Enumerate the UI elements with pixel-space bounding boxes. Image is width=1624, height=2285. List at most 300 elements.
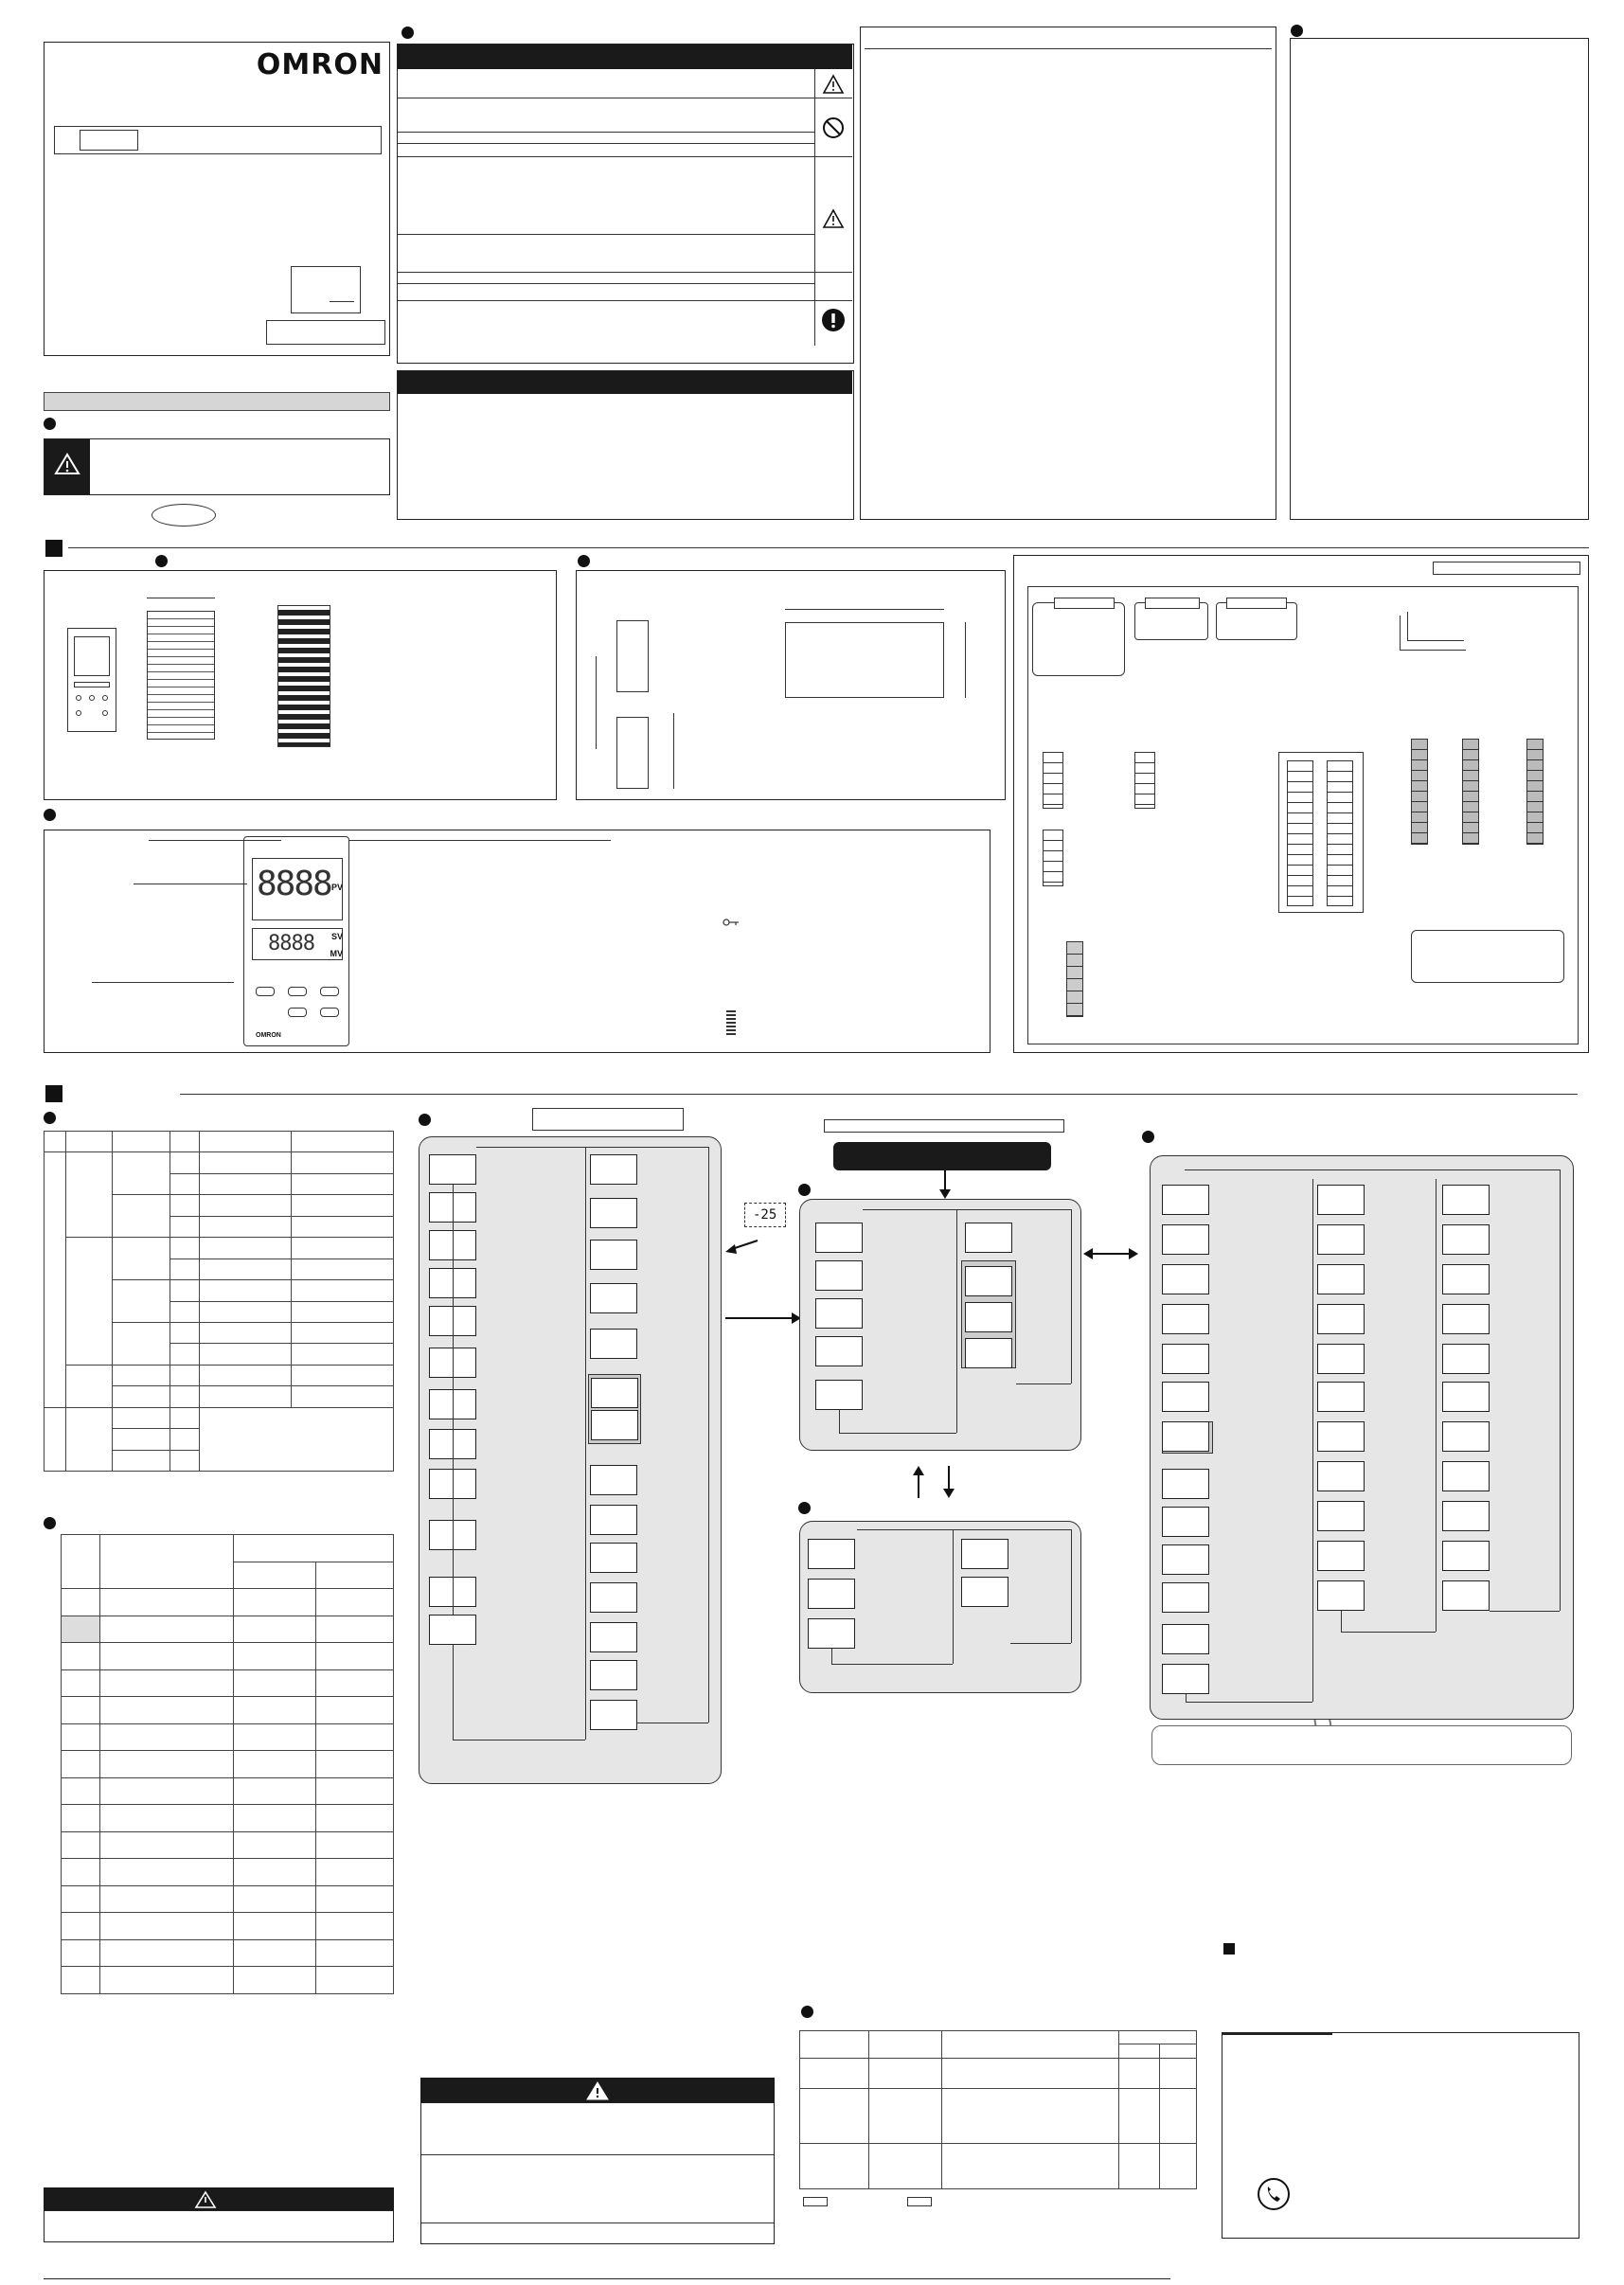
flow-step-box: [591, 1410, 638, 1440]
diagram-shape: [1134, 602, 1208, 640]
table-cell: [100, 1669, 234, 1697]
mode-key[interactable]: [256, 987, 275, 996]
wiring-inner: [1027, 586, 1579, 1044]
table-cell: [316, 1831, 394, 1859]
flow-step-box: [1317, 1185, 1365, 1215]
table-cell: [66, 1365, 113, 1407]
table-cell: [316, 1562, 394, 1589]
connector-line: [68, 547, 1589, 548]
flow-note-box: [1151, 1725, 1572, 1765]
table-cell: [234, 1939, 316, 1967]
diagram-shape: [616, 620, 649, 692]
table-cell: [62, 1643, 100, 1670]
diagram-shape: [1327, 760, 1353, 906]
prohibited-icon: [822, 116, 845, 139]
flow-step-box: [961, 1577, 1008, 1607]
connector-line: [398, 300, 852, 301]
flow-step-box: [1317, 1224, 1365, 1255]
flow-step-box: [1162, 1304, 1209, 1334]
table-cell: [234, 1669, 316, 1697]
table-cell: [113, 1365, 170, 1385]
dimensions-panel: [44, 570, 557, 800]
flow-step-box: [1442, 1344, 1490, 1374]
connector-line: [398, 132, 814, 133]
bullet: [44, 418, 56, 430]
table-cell: [869, 2059, 942, 2088]
diagram-shape: [76, 695, 81, 701]
diagram-shape: [76, 710, 81, 716]
diagram-shape: [1066, 941, 1083, 1017]
table-cell: [234, 1697, 316, 1724]
diagram-shape: [102, 695, 108, 701]
table-cell: [316, 1589, 394, 1616]
safety-panel: [397, 44, 854, 364]
terminal-block: [1278, 752, 1364, 913]
table-cell: [200, 1152, 292, 1173]
table-cell: [200, 1173, 292, 1194]
diagram-shape: [74, 682, 110, 687]
flow-step-box: [1442, 1541, 1490, 1571]
table-cell: [113, 1238, 170, 1280]
table-cell: [234, 1831, 316, 1859]
side-view: [147, 611, 215, 740]
caution-header-bottom: [44, 2187, 394, 2212]
table-cell: [869, 2088, 942, 2143]
table-cell: [316, 1616, 394, 1643]
table-cell: [100, 1939, 234, 1967]
title-block: [44, 42, 390, 356]
connector-line: [673, 713, 674, 789]
controller-front: [243, 836, 349, 1046]
flow-step-box: [1162, 1264, 1209, 1294]
flow-panel-a: [419, 1136, 722, 1784]
table-cell: [113, 1429, 170, 1450]
table-cell: [200, 1407, 394, 1471]
part-names-panel: [44, 830, 990, 1053]
flow-step-box: [1442, 1461, 1490, 1491]
diagram-shape: [1462, 739, 1479, 845]
connector-line: [1341, 1632, 1436, 1633]
table-cell: [316, 1669, 394, 1697]
warning-triangle-icon: [195, 2191, 216, 2208]
table-cell: [100, 1859, 234, 1886]
error-table: [799, 2030, 1197, 2189]
connector-line: [1560, 1169, 1561, 1611]
flow-step-box: [1442, 1580, 1490, 1611]
table-cell: [100, 1831, 234, 1859]
table-cell: [234, 1535, 394, 1562]
flow-step-box: [590, 1660, 637, 1690]
flow-step-box: [429, 1615, 476, 1645]
table-cell: [170, 1132, 200, 1152]
table-cell: [200, 1259, 292, 1279]
table-cell: [170, 1195, 200, 1216]
table-cell: [100, 1616, 234, 1643]
diagram-shape: [252, 858, 343, 920]
table-cell: [292, 1322, 394, 1343]
up-key[interactable]: [320, 987, 339, 996]
section-marker: [45, 540, 62, 557]
flow-step-box: [1317, 1304, 1365, 1334]
power-on-bar: [833, 1142, 1051, 1170]
table-cell: [66, 1407, 113, 1471]
bullet: [1142, 1131, 1154, 1143]
table-cell: [200, 1322, 292, 1343]
flow-step-box: [965, 1302, 1012, 1332]
pv-label: PV: [330, 883, 343, 892]
flow-step-box: [1317, 1421, 1365, 1452]
legend-swatch-1: [803, 2197, 828, 2206]
diagram-shape: [1032, 602, 1125, 676]
table-cell: [62, 1697, 100, 1724]
table-cell: [100, 1723, 234, 1751]
connector-line: [330, 301, 354, 302]
diagram-shape: [1043, 830, 1063, 886]
connector-line: [1071, 1209, 1072, 1383]
table-cell: [316, 1697, 394, 1724]
table-cell: [234, 1967, 316, 1994]
table-cell: [62, 1751, 100, 1778]
flow-panel-b: [799, 1199, 1081, 1451]
flow-step-box: [965, 1338, 1012, 1368]
flow-step-box: [590, 1198, 637, 1228]
table-cell: [869, 2031, 942, 2059]
mv-label: MV: [330, 949, 343, 958]
bullet: [1291, 25, 1303, 37]
table-cell: [316, 1939, 394, 1967]
flow-step-box: [815, 1336, 863, 1366]
table-cell: [113, 1195, 170, 1238]
table-cell: [62, 1616, 100, 1643]
table-cell: [1119, 2143, 1160, 2188]
table-cell: [800, 2088, 869, 2143]
table-cell: [1160, 2059, 1197, 2088]
flow-step-box: [429, 1154, 476, 1185]
diagram-shape: [74, 636, 110, 676]
bullet: [419, 1114, 431, 1126]
connector-line: [398, 234, 814, 235]
table-cell: [200, 1386, 292, 1407]
flow-step-box: [1442, 1264, 1490, 1294]
flow-title-b: [824, 1119, 1064, 1133]
flow-step-box: [591, 1378, 638, 1408]
table-cell: [100, 1913, 234, 1940]
table-cell: [170, 1429, 200, 1450]
flow-step-box: [1162, 1224, 1209, 1255]
table-cell: [200, 1365, 292, 1385]
table-cell: [942, 2059, 1119, 2088]
table-cell: [113, 1386, 170, 1407]
table-cell: [292, 1132, 394, 1152]
warning-callout: [44, 438, 390, 495]
table-cell: [113, 1280, 170, 1323]
flow-panel-d: [1150, 1155, 1574, 1720]
table-cell: [292, 1173, 394, 1194]
table-cell: [170, 1216, 200, 1237]
table-cell: [170, 1238, 200, 1259]
connector-line: [1186, 1694, 1187, 1702]
table-cell: [316, 1913, 394, 1940]
connector-line: [956, 1209, 957, 1433]
flow-step-box: [590, 1329, 637, 1359]
table-cell: [942, 2031, 1119, 2059]
safety-panel-header: [398, 45, 852, 69]
table-cell: [234, 1805, 316, 1832]
connector-line: [839, 1433, 956, 1434]
precautions-panel-header: [398, 371, 852, 394]
flow-step-box: [815, 1380, 863, 1410]
table-cell: [100, 1777, 234, 1805]
connector-line: [953, 1529, 954, 1664]
cutout-panel: [576, 570, 1006, 800]
shift-key[interactable]: [288, 1008, 307, 1017]
table-cell: [170, 1450, 200, 1471]
table-cell: [170, 1280, 200, 1301]
connector-line: [785, 609, 944, 610]
table-cell: [100, 1697, 234, 1724]
connector-line: [1341, 1611, 1342, 1632]
table-cell: [234, 1562, 316, 1589]
table-cell: [1160, 2044, 1197, 2059]
flow-step-box: [1317, 1344, 1365, 1374]
table-cell: [1119, 2088, 1160, 2143]
front-view: [67, 628, 116, 732]
diagram-shape: [1287, 760, 1313, 906]
wiring-title-box: [1433, 562, 1580, 575]
connector-line: [1400, 616, 1401, 650]
flow-step-box: [1162, 1469, 1209, 1499]
table-cell: [62, 1723, 100, 1751]
table-cell: [100, 1535, 234, 1589]
table-cell: [292, 1259, 394, 1279]
phone-icon: [1257, 2177, 1291, 2211]
table-cell: [200, 1280, 292, 1301]
flow-step-box: [1162, 1544, 1209, 1575]
table-cell: [234, 1723, 316, 1751]
table-cell: [316, 1643, 394, 1670]
table-cell: [316, 1859, 394, 1886]
table-cell: [66, 1132, 113, 1152]
table-cell: [292, 1195, 394, 1216]
connector-line: [92, 982, 234, 983]
flow-step-box: [590, 1543, 637, 1573]
flow-step-box: [590, 1622, 637, 1652]
diagram-shape: [1411, 739, 1428, 845]
connector-line: [453, 1740, 585, 1741]
connector-line: [398, 156, 852, 157]
flow-step-box: [590, 1154, 637, 1185]
table-cell: [316, 1751, 394, 1778]
warning-triangle-icon: [823, 209, 844, 228]
connector-line: [1400, 650, 1466, 651]
connector-line: [1185, 1169, 1560, 1170]
table-cell: [234, 1616, 316, 1643]
table-cell: [113, 1152, 170, 1195]
connector-line: [149, 840, 281, 841]
warning-body-bottom: [420, 2102, 775, 2244]
connector-line: [398, 143, 814, 144]
table-cell: [170, 1259, 200, 1279]
front-brand: OMRON: [256, 1032, 281, 1039]
bullet: [44, 1517, 56, 1529]
section-marker: [45, 1085, 62, 1102]
table-cell: [292, 1216, 394, 1237]
sv-label: SV: [330, 932, 343, 941]
connector-line: [476, 1147, 709, 1148]
table-cell: [1119, 2044, 1160, 2059]
table-cell: [200, 1344, 292, 1365]
connector-line: [421, 2154, 774, 2155]
table-cell: [62, 1805, 100, 1832]
flow-step-box: [1442, 1224, 1490, 1255]
flow-step-box: [1162, 1582, 1209, 1613]
level-key[interactable]: [320, 1008, 339, 1017]
connector-line: [1436, 1179, 1437, 1632]
spec-table: [44, 1131, 394, 1472]
table-cell: [200, 1238, 292, 1259]
diagram-shape: [102, 710, 108, 716]
flow-title-a: [532, 1108, 684, 1131]
flow-step-box: [1317, 1461, 1365, 1491]
table-cell: [66, 1152, 113, 1238]
connector-line: [1407, 640, 1464, 641]
diagram-shape: [616, 717, 649, 789]
table-cell: [1119, 2059, 1160, 2088]
flow-step-display: [744, 1203, 786, 1227]
precautions-panel: [397, 370, 854, 520]
table-cell: [869, 2143, 942, 2188]
flow-step-box: [1162, 1185, 1209, 1215]
table-cell: [1119, 2031, 1197, 2044]
diagram-shape: [89, 695, 95, 701]
table-cell: [200, 1132, 292, 1152]
table-cell: [170, 1322, 200, 1343]
connector-line: [1186, 1702, 1312, 1703]
table-cell: [62, 1913, 100, 1940]
warning-header-bottom: [420, 2078, 775, 2104]
table-cell: [200, 1301, 292, 1322]
connector-line: [839, 1410, 840, 1433]
table-cell: [170, 1152, 200, 1173]
diagram-shape: [1526, 739, 1544, 845]
table-cell: [100, 1589, 234, 1616]
wiring-panel: [1013, 555, 1589, 1053]
connector-line: [865, 48, 1272, 49]
table-cell: [100, 1885, 234, 1913]
section-bar: [44, 392, 390, 411]
manual-number-box: [266, 320, 385, 345]
table-cell: [292, 1238, 394, 1259]
contact-panel: [1222, 2032, 1579, 2239]
table-cell: [234, 1643, 316, 1670]
flow-step-box: [1162, 1382, 1209, 1412]
table-cell: [234, 1751, 316, 1778]
flow-step-box: [1442, 1382, 1490, 1412]
table-cell: [1160, 2143, 1197, 2188]
flow-step-box: [1162, 1421, 1209, 1452]
flow-step-box: [965, 1223, 1012, 1253]
table-cell: [316, 1805, 394, 1832]
oval-badge: [152, 504, 216, 527]
flow-step-box: [815, 1260, 863, 1291]
flow-step-box: [815, 1223, 863, 1253]
table-cell: [170, 1344, 200, 1365]
connector-line: [44, 2278, 1170, 2279]
table-cell: [942, 2143, 1119, 2188]
flow-step-box: [1317, 1501, 1365, 1531]
flow-step-box: [590, 1240, 637, 1270]
diagram-shape: [1226, 598, 1287, 609]
table-cell: [316, 1885, 394, 1913]
caution-body-bottom: [44, 2210, 394, 2242]
flow-step-box: [590, 1465, 637, 1495]
table-cell: [292, 1280, 394, 1301]
connector-line: [831, 1649, 832, 1664]
flow-step-box: [965, 1266, 1012, 1296]
key-icon: [723, 918, 740, 927]
connector-line: [585, 1147, 586, 1740]
bullet: [44, 809, 56, 821]
table-cell: [800, 2143, 869, 2188]
table-cell: [62, 1939, 100, 1967]
diagram-shape: [1134, 752, 1155, 809]
connector-line: [453, 1185, 454, 1615]
connector-line: [863, 1209, 1071, 1210]
table-cell: [1160, 2088, 1197, 2143]
exclamation-icon: [821, 308, 846, 332]
table-cell: [62, 1967, 100, 1994]
flow-step-box: [1317, 1264, 1365, 1294]
section-marker: [1223, 1943, 1235, 1955]
table-cell: [234, 1913, 316, 1940]
bullet: [402, 27, 414, 39]
connector-line: [1016, 1383, 1071, 1384]
connector-line: [453, 1645, 454, 1740]
table-cell: [316, 1723, 394, 1751]
table-cell: [62, 1589, 100, 1616]
table-cell: [234, 1885, 316, 1913]
bullet: [578, 555, 590, 567]
connector-line: [857, 1529, 1071, 1530]
model-field-inner: [80, 130, 138, 151]
table-cell: [800, 2059, 869, 2088]
down-key[interactable]: [288, 987, 307, 996]
flow-step-box: [590, 1505, 637, 1535]
table-cell: [170, 1407, 200, 1428]
gang-cutout: [785, 622, 944, 698]
table-cell: [62, 1777, 100, 1805]
table-cell: [45, 1407, 66, 1471]
bullet: [44, 1112, 56, 1124]
flow-step-box: [1317, 1580, 1365, 1611]
warning-triangle-icon: [586, 2081, 609, 2100]
flow-step-box: [1162, 1344, 1209, 1374]
table-cell: [170, 1301, 200, 1322]
rear-view: [277, 605, 330, 747]
warning-callout-header: [45, 439, 90, 494]
table-cell: [100, 1967, 234, 1994]
connector-line: [1490, 1611, 1560, 1612]
table-cell: [200, 1216, 292, 1237]
table-cell: [113, 1407, 170, 1428]
bullet: [155, 555, 168, 567]
diagram-shape: [1043, 752, 1063, 809]
connector-line: [1071, 1529, 1072, 1643]
flow-step-box: [590, 1700, 637, 1730]
table-cell: [234, 1859, 316, 1886]
diagram-shape: [1216, 602, 1297, 640]
wiring-note-box: [1411, 930, 1564, 983]
